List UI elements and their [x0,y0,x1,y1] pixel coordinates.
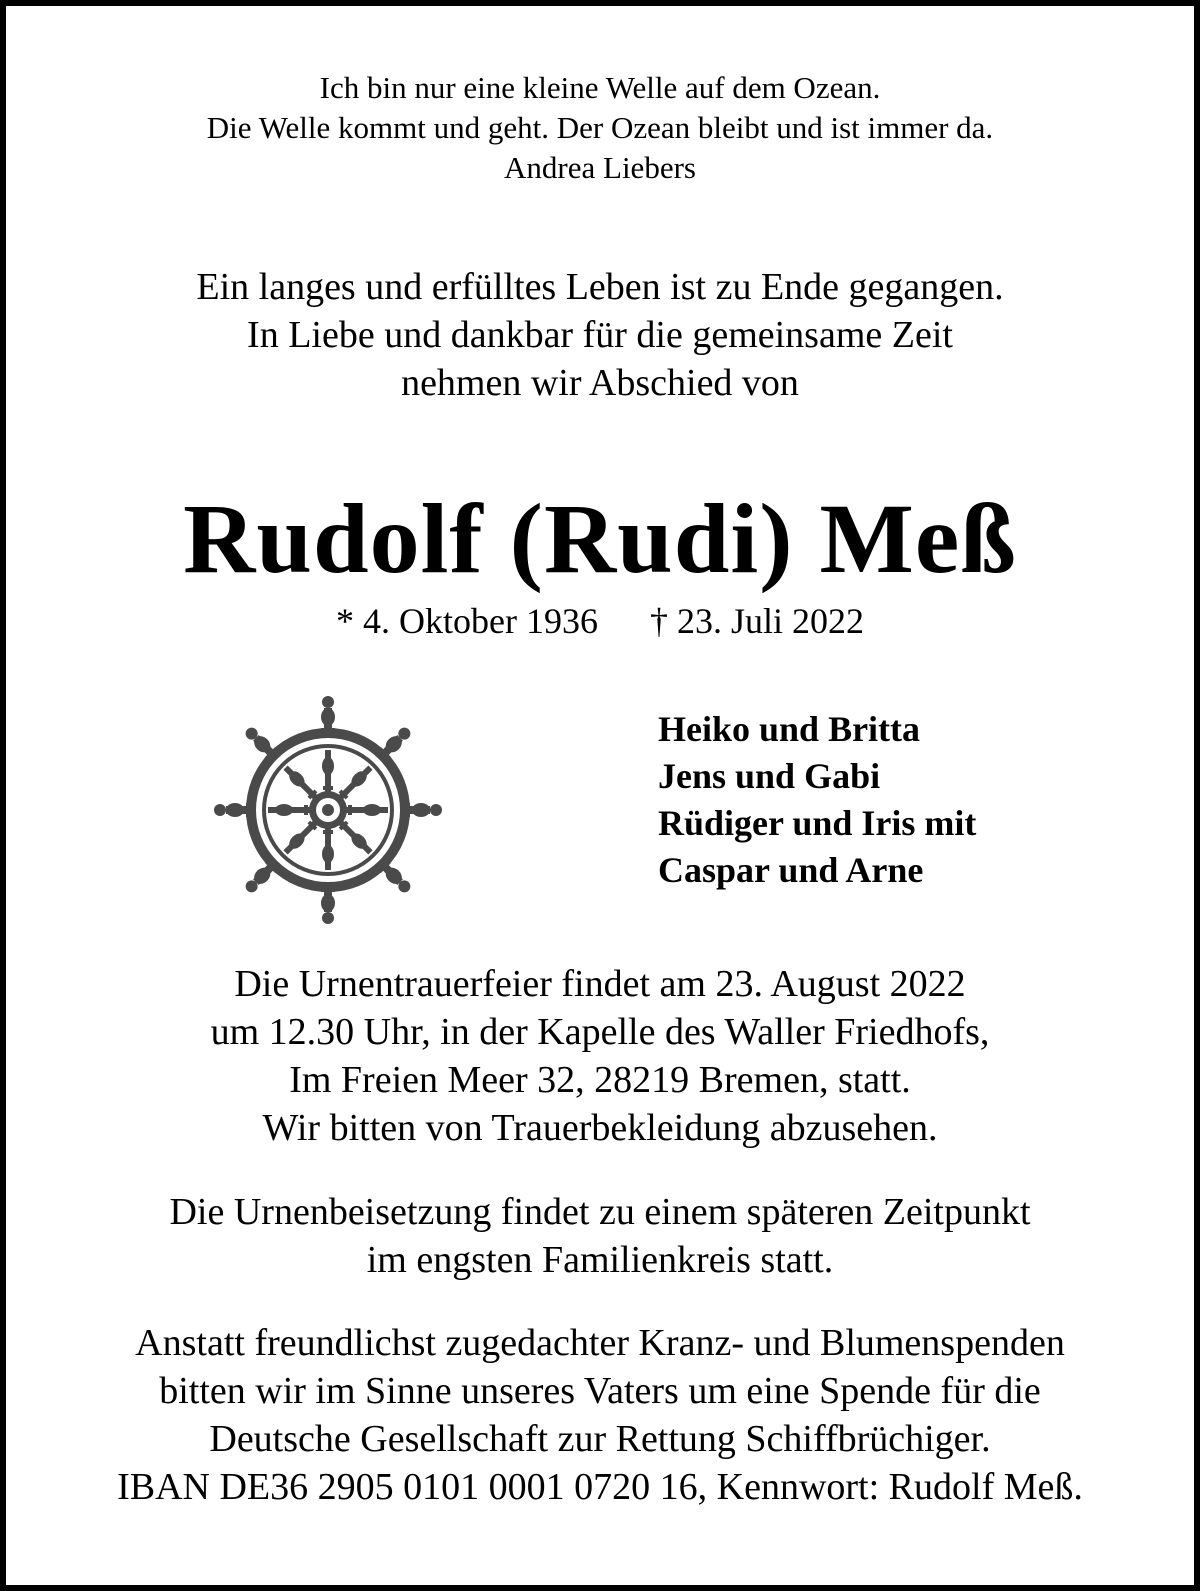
burial-info [6,1188,1194,1284]
burial-line: Die Urnenbeisetzung findet zu einem späteren Zeitpunkt [169,1191,1031,1233]
birth-date: * 4. Oktober 1936 [336,601,598,641]
quote-author: Andrea Liebers [504,150,696,185]
family-line: Rüdiger und Iris mit [658,803,977,843]
ceremony-line: um 12.30 Uhr, in der Kapelle des Waller Friedhofs, [210,1011,990,1053]
intro-line: Ein langes und erfülltes Leben ist zu Ende gegangen. [196,266,1004,308]
burial-line: im engsten Familienkreis statt. [366,1239,834,1281]
donation-line: bitten wir im Sinne unseres Vaters um eine Spende für die [159,1370,1041,1412]
quote-line: Ich bin nur eine kleine Welle auf dem Ozean. [319,70,881,105]
family-line: Caspar und Arne [658,850,924,890]
family-line: Jens und Gabi [658,756,881,796]
quote-block [6,68,1194,188]
family-members [658,706,976,894]
donation-line: Anstatt freundlichst zugedachter Kranz- und Blumenspenden [135,1322,1065,1364]
deceased-name: Rudolf (Rudi) Meß [183,483,1017,594]
ceremony-line: Im Freien Meer 32, 28219 Bremen, statt. [289,1059,911,1101]
ship-wheel-icon [212,694,444,926]
ceremony-line: Wir bitten von Trauerbekleidung abzusehen. [262,1107,938,1149]
donation-line: Deutsche Gesellschaft zur Rettung Schiffbrüchiger. [209,1418,991,1460]
life-dates [6,599,1194,643]
quote-line: Die Welle kommt und geht. Der Ozean bleibt und ist immer da. [206,110,994,145]
intro-block [6,263,1194,407]
donation-iban: IBAN DE36 2905 0101 0001 0720 16, Kennwort: Rudolf Meß. [117,1466,1083,1508]
intro-line: nehmen wir Abschied von [401,362,799,404]
ceremony-info [6,960,1194,1152]
intro-line: In Liebe und dankbar für die gemeinsame Zeit [247,314,953,356]
donation-info [6,1319,1194,1511]
family-line: Heiko und Britta [658,709,921,749]
ceremony-line: Die Urnentrauerfeier findet am 23. August 2022 [234,963,966,1005]
death-date: † 23. Juli 2022 [649,601,864,641]
